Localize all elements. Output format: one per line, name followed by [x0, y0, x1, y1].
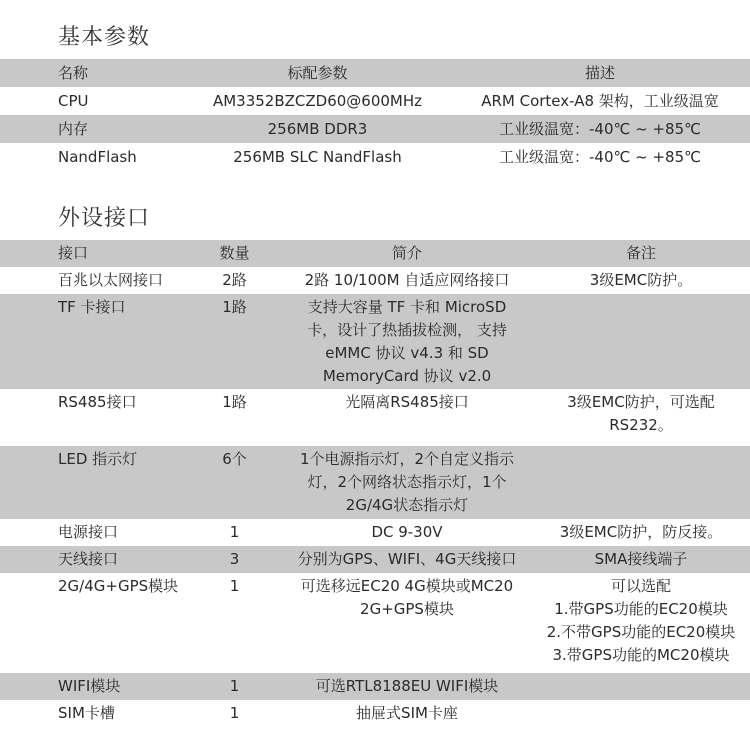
row-brief: 可选移远EC20 4G模块或MC20 2G+GPS模块	[300, 577, 514, 618]
table-row	[0, 446, 750, 519]
row-brief: 抽屉式SIM卡座	[356, 704, 458, 722]
row-param: AM3352BZCZD60@600MHz	[212, 92, 423, 110]
row-note: SMA接线端子	[594, 550, 688, 568]
row-count: 1路	[222, 393, 247, 411]
row-interface: SIM卡槽	[58, 704, 115, 722]
row-interface: LED 指示灯	[58, 450, 138, 468]
row-interface: 2G/4G+GPS模块	[58, 577, 179, 595]
row-count: 6个	[222, 450, 247, 468]
header-count: 数量	[219, 244, 250, 262]
row-brief: 支持大容量 TF 卡和 MicroSD 卡，设计了热插拔检测， 支持 eMMC 协议 v4.3 和 SD MemoryCard 协议 v2.0	[307, 298, 507, 385]
row-count: 3	[229, 550, 240, 568]
row-interface: WIFI模块	[58, 677, 121, 695]
row-param: 256MB DDR3	[267, 120, 368, 138]
row-desc: ARM Cortex-A8 架构，工业级温宽	[481, 92, 719, 110]
row-name: 内存	[58, 120, 89, 138]
peripheral-interfaces-table	[0, 240, 750, 727]
header-standard-params: 标配参数	[287, 64, 348, 82]
basic-params-table	[0, 59, 750, 171]
table-row	[0, 546, 750, 573]
table-row	[0, 519, 750, 546]
row-name: CPU	[58, 92, 89, 110]
table-row	[0, 389, 750, 446]
row-note: 3级EMC防护，防反接。	[559, 523, 723, 541]
row-param: 256MB SLC NandFlash	[233, 148, 402, 166]
row-note	[532, 700, 750, 727]
row-note	[532, 673, 750, 700]
row-count: 1路	[222, 298, 247, 316]
row-note	[532, 446, 750, 519]
row-brief: DC 9-30V	[371, 523, 443, 541]
basic-params-title: 基本参数	[58, 25, 151, 50]
table-row	[0, 673, 750, 700]
header-brief: 简介	[391, 244, 422, 262]
peripheral-interfaces-title: 外设接口	[58, 206, 151, 231]
table-row	[0, 143, 750, 171]
header-name: 名称	[58, 64, 89, 82]
table-row	[0, 294, 750, 389]
row-count: 1	[229, 523, 240, 541]
row-count: 2路	[222, 271, 247, 289]
header-interface: 接口	[58, 244, 89, 262]
table-header-row	[0, 240, 750, 267]
row-count: 1	[229, 677, 240, 695]
row-desc: 工业级温宽：-40℃ ~ +85℃	[499, 148, 701, 166]
row-interface: RS485接口	[58, 393, 137, 411]
row-count: 1	[229, 704, 240, 722]
row-brief: 光隔离RS485接口	[345, 393, 469, 411]
table-row	[0, 87, 750, 115]
row-note: 3级EMC防护。	[589, 271, 693, 289]
table-row	[0, 573, 750, 673]
header-note: 备注	[625, 244, 656, 262]
row-note	[532, 294, 750, 389]
row-interface: 百兆以太网接口	[58, 271, 164, 289]
row-brief: 2路 10/100M 自适应网络接口	[304, 271, 510, 289]
table-row	[0, 700, 750, 727]
row-note: 3级EMC防护，可选配 RS232。	[567, 393, 715, 434]
row-brief: 分别为GPS、WIFI、4G天线接口	[297, 550, 517, 568]
row-brief: 可选RTL8188EU WIFI模块	[315, 677, 499, 695]
table-row	[0, 115, 750, 143]
row-interface: TF 卡接口	[58, 298, 126, 316]
row-interface: 电源接口	[58, 523, 119, 541]
header-description: 描述	[584, 64, 615, 82]
row-note: 可以选配 1.带GPS功能的EC20模块 2.不带GPS功能的EC20模块 3.带GPS功能的MC20模块	[546, 577, 736, 664]
row-desc: 工业级温宽：-40℃ ~ +85℃	[499, 120, 701, 138]
row-count: 1	[229, 577, 240, 595]
row-brief: 1个电源指示灯，2个自定义指示 灯，2个网络状态指示灯，1个 2G/4G状态指示灯	[299, 450, 515, 514]
table-header-row	[0, 59, 750, 87]
table-row	[0, 267, 750, 294]
row-interface: 天线接口	[58, 550, 119, 568]
row-name: NandFlash	[58, 148, 137, 166]
